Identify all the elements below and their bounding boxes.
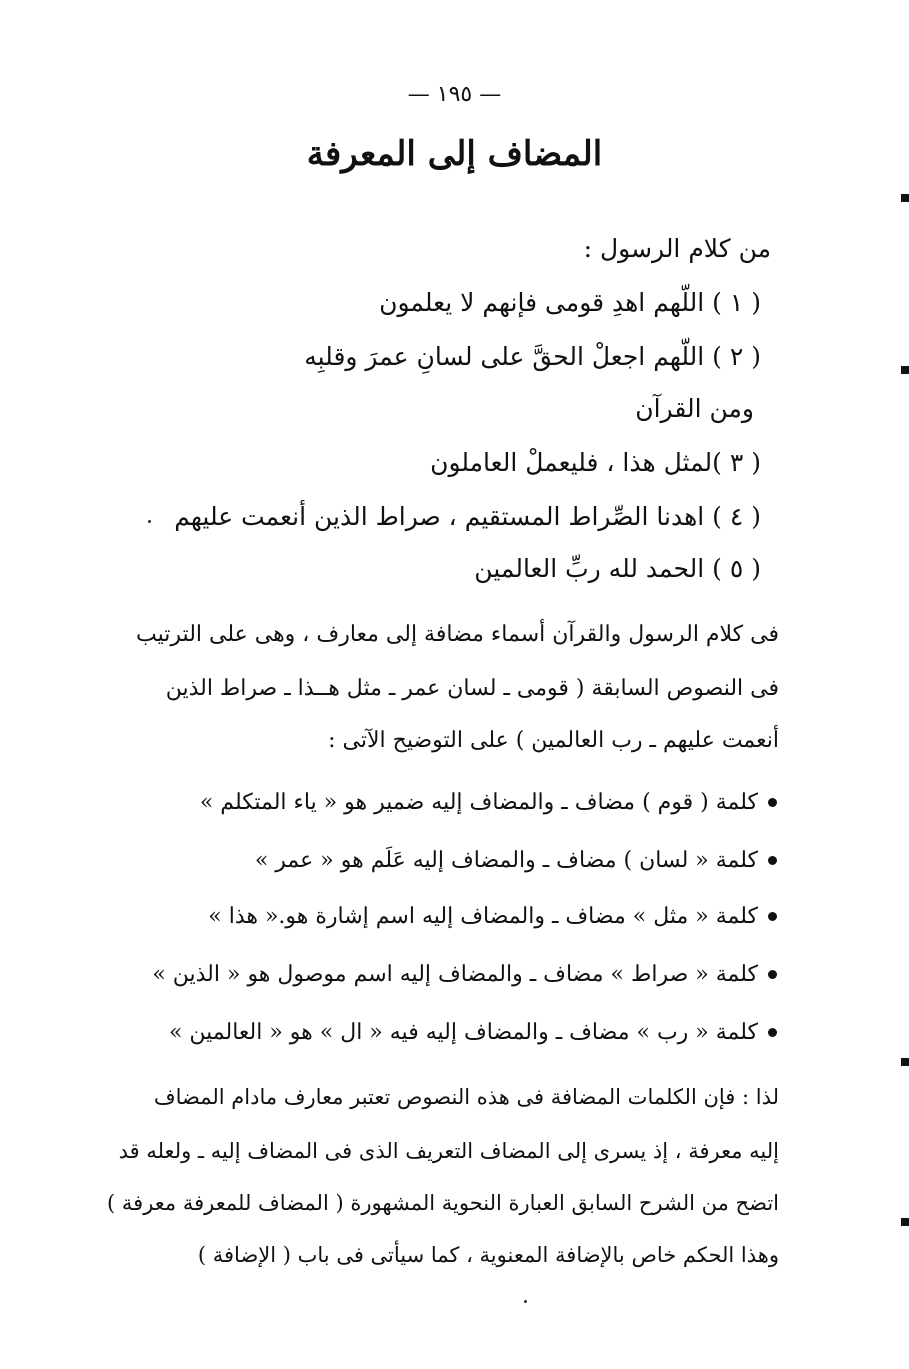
conclusion-line: اتضح من الشرح السابق العبارة النحوية المشهورة ( المضاف للمعرفة معرفة ) [107, 1191, 779, 1215]
bullet-item [152, 956, 777, 992]
example-line: ( ١ ) اللّهم اهدِ قومى فإنهم لا يعلمون [379, 288, 761, 317]
bullet-item [255, 842, 777, 878]
scan-edge-mark [901, 366, 909, 374]
example-line: ( ٢ ) اللّهم اجعلْ الحقَّ على لسانِ عمرَ وقلبِه [304, 342, 761, 371]
hadith-heading: من كلام الرسول : [583, 234, 771, 263]
intro-line: أنعمت عليهم ـ رب العالمين ) على التوضيح الآتى : [328, 728, 779, 753]
bullet-icon [768, 798, 777, 807]
example-line: ( ٤ ) اهدنا الصِّراط المستقيم ، صراط الذين أنعمت عليهم [174, 502, 761, 531]
example-line: ( ٣ )لمثل هذا ، فليعملْ العاملون [430, 448, 761, 477]
bullet-item [200, 784, 777, 820]
intro-line: فى النصوص السابقة ( قومى ـ لسان عمر ـ مثل هــذا ـ صراط الذين [165, 676, 779, 701]
scan-speck [524, 1300, 527, 1303]
quran-heading: ومن القرآن [635, 394, 754, 423]
conclusion-line: لذا : فإن الكلمات المضافة فى هذه النصوص تعتبر معارف مادام المضاف [153, 1085, 779, 1109]
bullet-icon [768, 1028, 777, 1037]
scan-edge-mark [901, 1218, 909, 1226]
bullet-icon [768, 856, 777, 865]
scan-edge-mark [901, 194, 909, 202]
bullet-text: كلمة ( قوم ) مضاف ـ والمضاف إليه ضمير هو « ياء المتكلم » [199, 790, 758, 815]
conclusion-line: إليه معرفة ، إذ يسرى إلى المضاف التعريف الذى فى المضاف إليه ـ ولعله قد [118, 1139, 779, 1163]
page-title: المضاف إلى المعرفة [306, 134, 603, 174]
example-line: ( ٥ ) الحمد لله ربِّ العالمين [474, 554, 761, 583]
bullet-text: كلمة « مثل » مضاف ـ والمضاف إليه اسم إشارة هو.« هذا » [208, 904, 758, 929]
page-number: — ١٩٥ — [407, 82, 502, 107]
bullet-item [208, 898, 777, 934]
conclusion-line: وهذا الحكم خاص بالإضافة المعنوية ، كما سيأتى فى باب ( الإضافة ) [197, 1243, 779, 1267]
scan-speck [148, 520, 151, 523]
bullet-icon [768, 912, 777, 921]
bullet-icon [768, 970, 777, 979]
bullet-text: كلمة « رب » مضاف ـ والمضاف إليه فيه « ال » هو « العالمين » [168, 1020, 758, 1045]
scan-edge-mark [901, 1058, 909, 1066]
bullet-text: كلمة « صراط » مضاف ـ والمضاف إليه اسم موصول هو « الذين » [152, 962, 758, 987]
bullet-item [169, 1014, 777, 1050]
intro-line: فى كلام الرسول والقرآن أسماء مضافة إلى معارف ، وهى على الترتيب [136, 622, 779, 647]
bullet-text: كلمة « لسان ) مضاف ـ والمضاف إليه عَلَم هو « عمر » [254, 848, 758, 873]
